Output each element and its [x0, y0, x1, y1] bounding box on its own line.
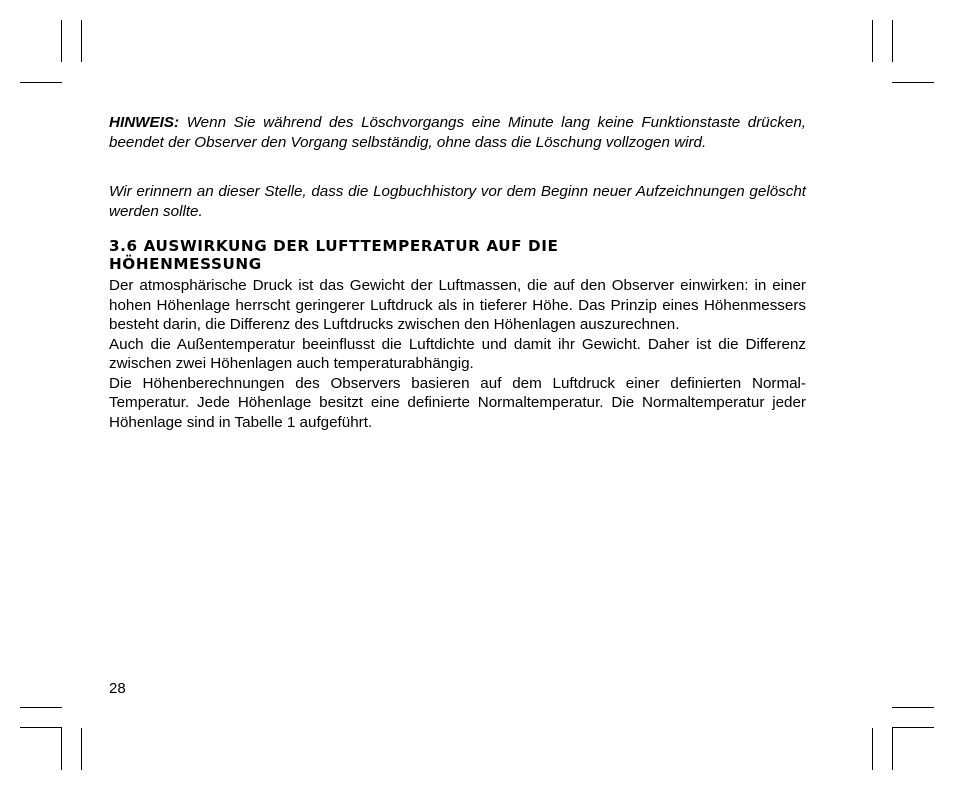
body-paragraph-1: Der atmosphärische Druck ist das Gewicht der Luftmassen, die auf den Observer einwirken: in einer hohen Höhenlage herrscht geringerer Luftdruck als in tieferer Höhe. Das Prinzip eines Höhenmessers besteht darin, die Differenz des Luftdrucks zwischen den Höhenlagen auszurechnen. — [109, 277, 806, 333]
page-number: 28 — [109, 680, 126, 697]
crop-mark — [892, 707, 934, 708]
crop-mark — [20, 707, 62, 708]
crop-mark — [872, 728, 873, 770]
crop-mark — [892, 727, 934, 728]
crop-mark — [872, 20, 873, 62]
crop-mark — [892, 728, 893, 770]
crop-mark — [81, 20, 82, 62]
crop-mark — [20, 82, 62, 83]
crop-mark — [61, 20, 62, 62]
crop-mark — [20, 727, 62, 728]
note-label: HINWEIS: — [109, 114, 180, 131]
body-paragraph-3: Die Höhenberechnungen des Observers basieren auf dem Luftdruck einer definierten Normal- Temperatur. Jede Höhenlage besitzt eine definierte Normaltemperatur. Die Normaltemperatur jeder Höhenlage sind in Tabelle 1 aufgeführt. — [109, 374, 806, 431]
body-paragraph-2: Auch die Außentemperatur beeinflusst die Luftdichte und damit ihr Gewicht. Daher ist die Differenz zwischen zwei Höhenlagen auch temperaturabhängig. — [109, 335, 806, 372]
note-paragraph — [109, 113, 806, 152]
reminder-paragraph: Wir erinnern an dieser Stelle, dass die Logbuchhistory vor dem Beginn neuer Aufzeichnungen gelöscht werden sollte. — [109, 183, 806, 220]
section-heading-line2: HÖHENMESSUNG — [109, 255, 262, 273]
note-text: Wenn Sie während des Löschvorgangs eine Minute lang keine Funktionstaste drücken, beendet der Observer den Vorgang selbständig, ohne dass die Löschung vollzogen wird. — [109, 114, 806, 151]
crop-mark — [61, 728, 62, 770]
crop-mark — [892, 82, 934, 83]
section-heading — [109, 237, 809, 273]
crop-mark — [81, 728, 82, 770]
section-heading-line1: 3.6 AUSWIRKUNG DER LUFTTEMPERATUR AUF DIE — [109, 237, 559, 255]
section-body — [109, 276, 806, 432]
crop-mark — [892, 20, 893, 62]
